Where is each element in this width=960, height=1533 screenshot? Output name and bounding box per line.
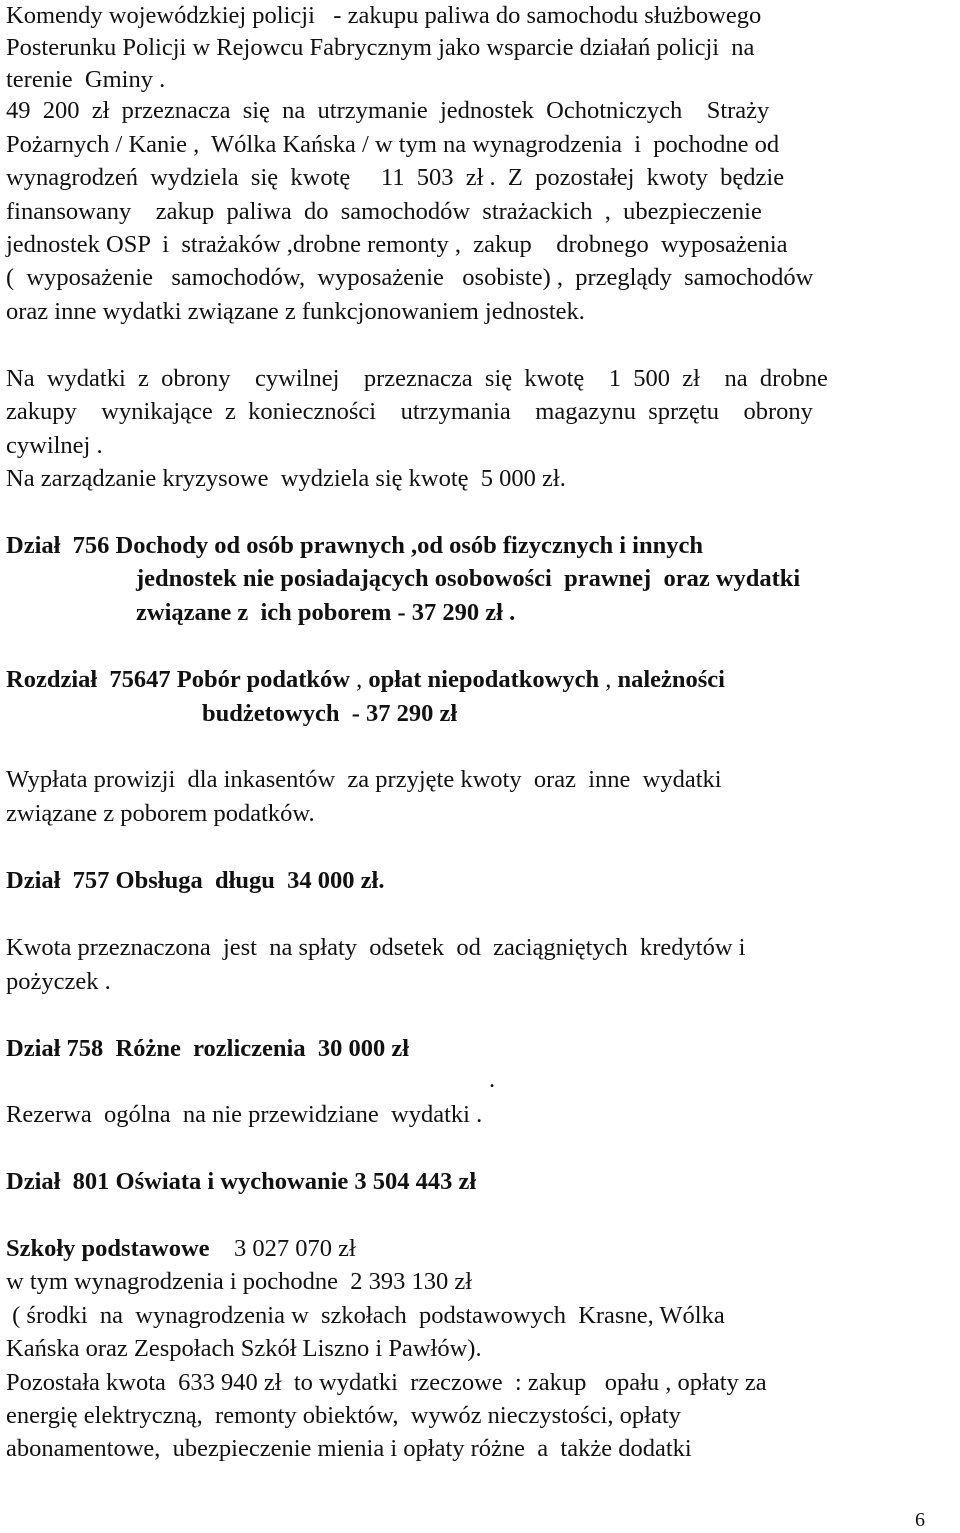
para-osp-line-7: finansowany zakup paliwa do samochodów strażackich , ubezpieczenie [6, 198, 762, 225]
szkoly-line-5: Pozostała kwota 633 940 zł to wydatki rzeczowe : zakup opału , opłaty za [6, 1369, 767, 1396]
dzial-758-dot: . [489, 1066, 496, 1093]
dzial-756-heading-line-3: związane z ich poborem - 37 290 zł . [136, 599, 516, 626]
para-osp-line-8: jednostek OSP i strażaków ,drobne remonty , zakup drobnego wyposażenia [6, 231, 788, 258]
para-kredyty-line-1: Kwota przeznaczona jest na spłaty odsetek od zaciągniętych kredytów i [6, 934, 746, 961]
szkoly-line-7: abonamentowe, ubezpieczenie mienia i opłaty różne a także dodatki [6, 1435, 692, 1462]
para-prowizja-line-2: związane z poborem podatków. [6, 800, 315, 827]
rozdzial-75647-heading-line-1 [6, 664, 725, 696]
dzial-756-heading-line-1: Dział 756 Dochody od osób prawnych ,od osób fizycznych i innych [6, 532, 703, 559]
para-osp-line-1: Komendy wojewódzkiej policji - zakupu paliwa do samochodu służbowego [6, 2, 762, 29]
dzial-757-heading: Dział 757 Obsługa długu 34 000 zł. [6, 867, 385, 894]
para-osp-line-2: Posterunku Policji w Rejowcu Fabrycznym jako wsparcie działań policji na [6, 34, 755, 61]
para-prowizja-line-1: Wypłata prowizji dla inkasentów za przyjęte kwoty oraz inne wydatki [6, 766, 722, 793]
para-obrona-line-3: cywilnej . [6, 432, 103, 459]
rozdzial-75647-part-2: opłat niepodatkowych [368, 666, 600, 693]
rozdzial-75647-part-3: należności [617, 666, 725, 693]
para-osp-line-9: ( wyposażenie samochodów, wyposażenie osobiste) , przeglądy samochodów [6, 264, 814, 291]
para-kredyty-line-2: pożyczek . [6, 968, 111, 995]
szkoly-amount: 3 027 070 zł [209, 1235, 356, 1262]
szkoly-line-6: energię elektryczną, remonty obiektów, wywóz nieczystości, opłaty [6, 1402, 681, 1429]
para-obrona-line-4: Na zarządzanie kryzysowe wydziela się kwotę 5 000 zł. [6, 465, 566, 492]
rozdzial-75647-separator-1: , [349, 666, 369, 693]
szkoly-heading-line [6, 1233, 356, 1265]
para-osp-line-3: terenie Gminy . [6, 66, 166, 93]
rozdzial-75647-heading-line-2: budżetowych - 37 290 zł [202, 700, 458, 727]
szkoly-line-3: ( środki na wynagrodzenia w szkołach podstawowych Krasne, Wólka [6, 1302, 725, 1329]
szkoly-label: Szkoły podstawowe [6, 1235, 210, 1262]
para-rezerwa-line-1: Rezerwa ogólna na nie przewidziane wydatki . [6, 1101, 483, 1128]
para-osp-line-10: oraz inne wydatki związane z funkcjonowaniem jednostek. [6, 298, 585, 325]
para-osp-line-4: 49 200 zł przeznacza się na utrzymanie jednostek Ochotniczych Straży [6, 97, 770, 124]
page-number: 6 [915, 1509, 925, 1531]
para-obrona-line-1: Na wydatki z obrony cywilnej przeznacza się kwotę 1 500 zł na drobne [6, 365, 828, 392]
para-obrona-line-2: zakupy wynikające z konieczności utrzymania magazynu sprzętu obrony [6, 398, 813, 425]
dzial-758-heading: Dział 758 Różne rozliczenia 30 000 zł [6, 1035, 410, 1062]
szkoly-line-2: w tym wynagrodzenia i pochodne 2 393 130 zł [6, 1268, 473, 1295]
rozdzial-75647-title: Rozdział 75647 Pobór podatków [6, 666, 350, 693]
szkoly-line-4: Kańska oraz Zespołach Szkół Liszno i Pawłów). [6, 1335, 482, 1362]
dzial-801-heading: Dział 801 Oświata i wychowanie 3 504 443 zł [6, 1168, 477, 1195]
para-osp-line-5: Pożarnych / Kanie , Wólka Kańska / w tym na wynagrodzenia i pochodne od [6, 131, 780, 158]
para-osp-line-6: wynagrodzeń wydziela się kwotę 11 503 zł . Z pozostałej kwoty będzie [6, 164, 785, 191]
rozdzial-75647-separator-2: , [599, 666, 618, 693]
dzial-756-heading-line-2: jednostek nie posiadających osobowości prawnej oraz wydatki [136, 565, 801, 592]
